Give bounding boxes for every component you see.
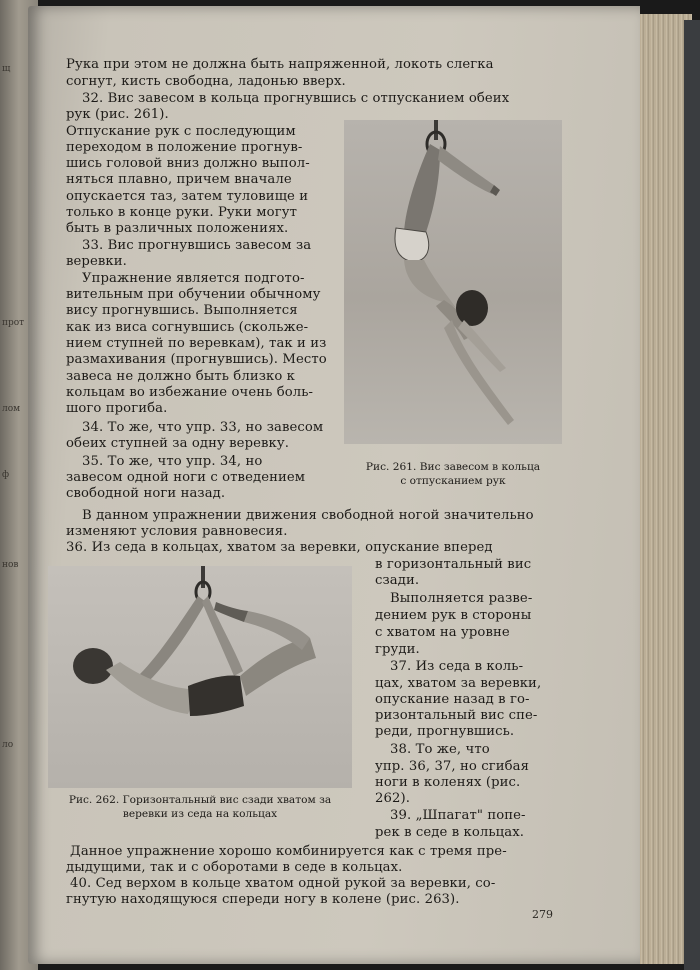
book-cover [684,20,700,970]
text-line: рук (рис. 261). [66,107,169,122]
text-line: няться плавно, причем вначале [66,172,292,187]
text-line: 262). [375,791,411,806]
text-line: 33. Вис прогнувшись завесом за [82,238,312,253]
text-line: 39. „Шпагат" попе- [390,808,526,823]
text-line: переходом в положение прогнув- [66,140,303,155]
text-line: кольцам во избежание очень боль- [66,385,314,400]
text-line: с хватом на уровне [375,625,510,640]
text-line: сзади. [375,573,420,588]
text-line: 32. Вис завесом в кольца прогнувшись с отпусканием обеих [82,91,510,106]
text-line: только в конце руки. Руки могут [66,205,297,220]
text-line: 37. Из седа в коль- [390,659,524,674]
text-line: шись головой вниз должно выпол- [66,156,310,171]
text-line: гнутую находящуюся спереди ногу в колене (рис. 263). [66,892,460,907]
text-line: дением рук в стороны [375,608,532,623]
text-line: 34. То же, что упр. 33, но завесом [82,420,324,435]
text-line: опускается таз, затем туловище и [66,189,309,204]
text-line: Отпускание рук с последующим [66,124,296,139]
text-line: обеих ступней за одну веревку. [66,436,290,451]
text-line: Рука при этом не должна быть напряженной, локоть слегка [66,57,494,72]
text-line: завеса не должно быть близко к [66,369,296,384]
text-line: нием ступней по веревкам), так и из [66,336,327,351]
text-line: 36. Из седа в кольцах, хватом за веревки, опускание вперед [66,540,493,555]
text-line: ризонтальный вис спе- [375,708,538,723]
text-line: ноги в коленях (рис. [375,775,521,790]
figure-262-caption: Рис. 262. Горизонтальный вис сзади хватом за [68,794,332,806]
text-line: быть в различных положениях. [66,221,289,236]
left-page-fragment: ло [2,740,14,750]
gymnast-horizontal-hang-figure [48,566,352,788]
text-line: размахивания (прогнувшись). Место [66,352,327,367]
text-line: шого прогиба. [66,401,168,416]
figure-262-caption: веревки из седа на кольцах [122,808,278,820]
text-line: изменяют условия равновесия. [66,524,288,539]
text-line: вительным при обучении обычному [66,287,321,302]
left-page-fragment: нов [2,560,19,570]
text-line: веревки. [66,254,127,269]
text-line: упр. 36, 37, но сгибая [375,759,530,774]
figure-261-caption: Рис. 261. Вис завесом в кольца [365,461,541,473]
text-line: реди, прогнувшись. [375,724,515,739]
text-line: завесом одной ноги с отведением [66,470,306,485]
left-page-fragment: прот [2,318,25,328]
left-page-fragment: ф [2,470,10,480]
text-line: дыдущими, так и с оборотами в седе в кольцах. [66,860,403,875]
gymnast-hanging-figure [344,120,562,444]
figure-261-caption: с отпусканием рук [400,475,506,487]
text-line: рек в седе в кольцах. [375,825,525,840]
left-page-fragment: лом [2,404,21,414]
text-line: опускание назад в го- [375,692,530,707]
text-line: вису прогнувшись. Выполняется [66,303,298,318]
text-line: свободной ноги назад. [66,486,226,501]
text-line: 38. То же, что [390,742,490,757]
text-line: согнут, кисть свободна, ладонью вверх. [66,74,346,89]
text-line: 35. То же, что упр. 34, но [82,454,263,469]
left-page-fragment: щ [2,64,11,74]
text-line: 40. Сед верхом в кольце хватом одной рукой за веревки, со- [70,876,496,891]
page-number: 279 [532,908,553,921]
text-line: в горизонтальный вис [375,557,532,572]
figure-262-photo [48,566,352,788]
text-line: Упражнение является подгото- [82,271,305,286]
text-line: груди. [375,642,420,657]
text-line: В данном упражнении движения свободной ногой значительно [82,508,534,523]
figure-261-photo [344,120,562,444]
text-line: цах, хватом за веревки, [375,676,542,691]
text-line: Выполняется разве- [390,591,533,606]
text-line: как из виса согнувшись (скольже- [66,320,309,335]
text-line: Данное упражнение хорошо комбинируется как с тремя пре- [70,844,507,859]
